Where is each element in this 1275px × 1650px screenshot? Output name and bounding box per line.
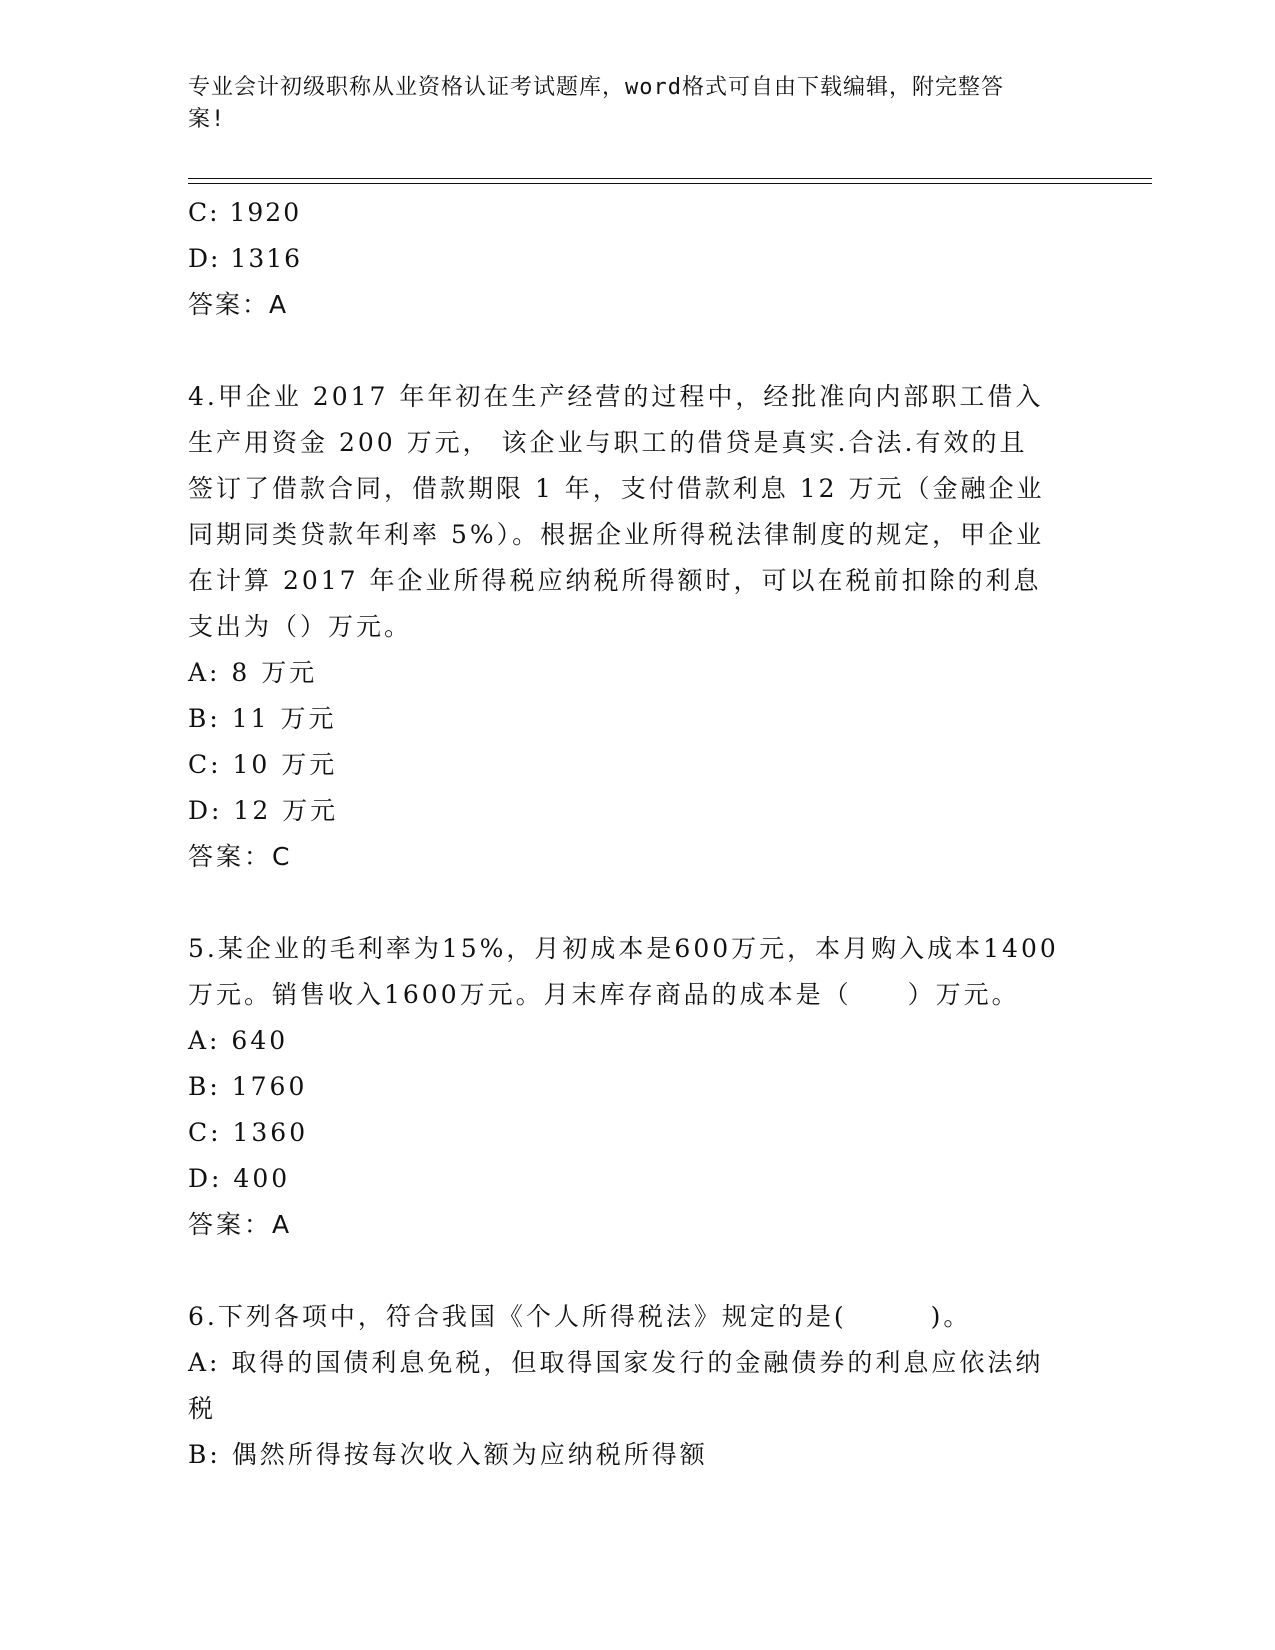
question-text-line: 在计算 2017 年企业所得税应纳税所得额时，可以在税前扣除的利息 [188,566,1042,595]
option-c: C: 10 万元 [188,750,338,779]
header-divider-top [188,178,1152,179]
question-4 [188,374,1088,880]
header-line-1: 专业会计初级职称从业资格认证考试题库，word格式可自由下载编辑，附完整答 [188,75,1004,100]
header-divider-bottom [188,183,1152,184]
option-c: C: 1360 [188,1118,309,1147]
option-b: B: 偶然所得按每次收入额为应纳税所得额 [188,1440,708,1469]
question-text-line: 生产用资金 200 万元， 该企业与职工的借贷是真实.合法.有效的且 [188,428,1028,457]
question-text-line: 6.下列各项中，符合我国《个人所得税法》规定的是( )。 [188,1302,972,1331]
option-d: D: 1316 [188,244,303,273]
option-b: B: 1760 [188,1072,308,1101]
option-d: D: 12 万元 [188,796,339,825]
answer: 答案：A [188,1210,293,1239]
option-c: C: 1920 [188,198,302,227]
question-3-tail [188,190,1088,328]
answer: 答案：C [188,842,293,871]
question-text-line: 5.某企业的毛利率为15%，月初成本是600万元，本月购入成本1400 [188,934,1059,963]
question-text-line: 4.甲企业 2017 年年初在生产经营的过程中，经批准向内部职工借入 [188,382,1044,411]
question-6 [188,1294,1088,1478]
option-a: A: 8 万元 [188,658,318,687]
question-5 [188,926,1088,1248]
question-text-line: 签订了借款合同，借款期限 1 年，支付借款利息 12 万元（金融企业 [188,474,1045,503]
option-a: A: 640 [188,1026,289,1055]
question-content [188,190,1088,1478]
option-a: A: 取得的国债利息免税，但取得国家发行的金融债券的利息应依法纳 [188,1348,1044,1377]
option-b: B: 11 万元 [188,704,337,733]
header-line-2: 案! [188,107,226,132]
question-text-line: 支出为（）万元。 [188,612,413,641]
option-d: D: 400 [188,1164,291,1193]
option-a-continued: 税 [188,1394,217,1423]
question-text-line: 同期同类贷款年利率 5%）。根据企业所得税法律制度的规定，甲企业 [188,520,1045,549]
question-text-line: 万元。销售收入1600万元。月末库存商品的成本是（ ）万元。 [188,980,1020,1009]
document-header [188,72,1068,136]
answer: 答案：A [188,290,289,319]
